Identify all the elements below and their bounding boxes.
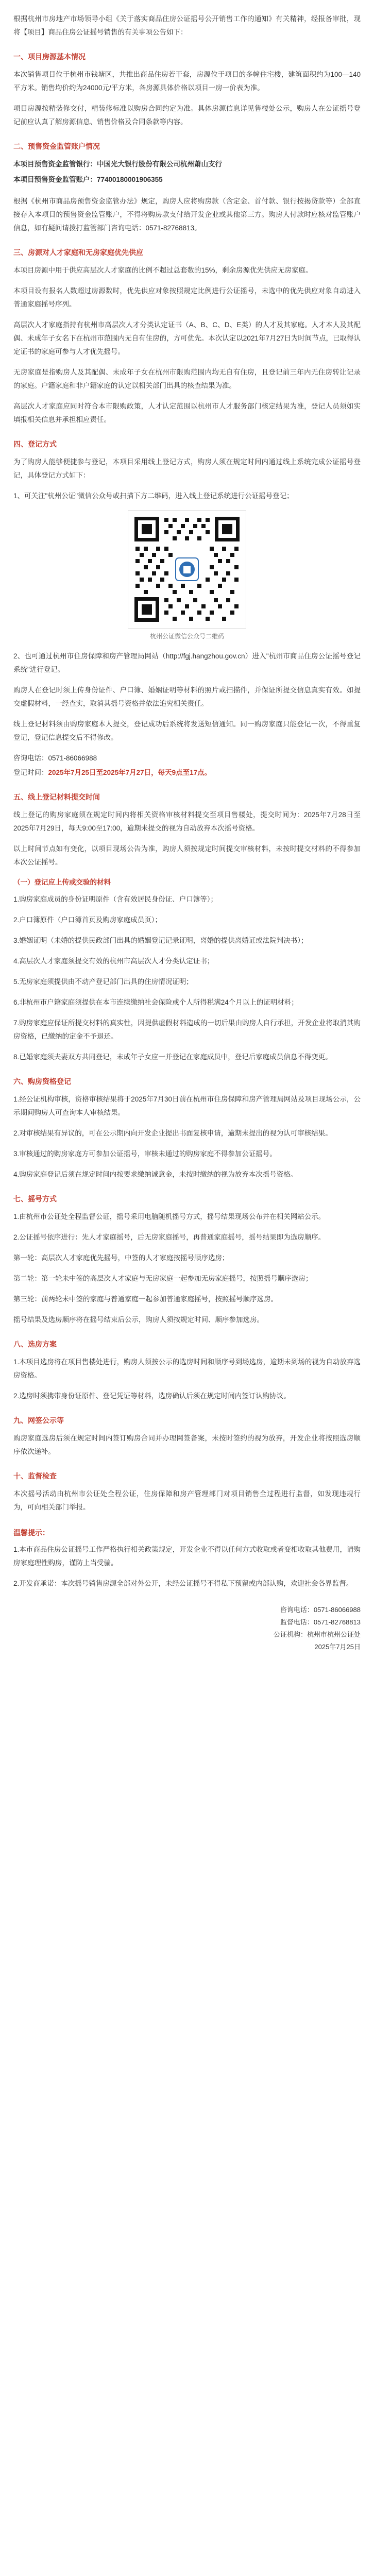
s9-paragraph-1: 购房家庭选房后须在规定时间内签订购房合同并办理网签备案，未按时签约的视为放弃，开发企业将按照选房顺序依次递补。 [13,1434,361,1455]
registration-time-value: 2025年7月25日至2025年7月27日，每天9点至17点。 [48,769,212,776]
qr-code-caption: 杭州公证微信公众号二维码 [149,633,224,640]
s3-paragraph-3: 高层次人才家庭指持有杭州市高层次人才分类认定证书（A、B、C、D、E类）的人才及其家庭。人才本人及其配偶、未成年子女名下在杭州市范围内无自有住房的，方可优先。本次认定以2021年7月27日为时间节点，已取得认定证书的家庭可参与人才优先摇号。 [13,321,361,355]
notice-paragraph-2: 2.开发商承诺：本次摇号销售房源全部对外公开，未经公证摇号不得私下预留或内部认购，欢迎社会各界监督。 [13,1580,353,1587]
registration-time-label: 登记时间： [13,769,48,776]
s6-paragraph-3: 3.审核通过的购房家庭方可参加公证摇号，审核未通过的购房家庭不得参加公证摇号。 [13,1150,277,1158]
s6-paragraph-4: 4.购房家庭登记后须在规定时间内按要求缴纳诚意金，未按时缴纳的视为放弃本次摇号资格。 [13,1171,298,1178]
s2-paragraph-1: 根据《杭州市商品房预售资金监管办法》规定，购房人应将购房款（含定金、首付款、银行按揭贷款等）全部直接存入本项目的预售资金监管账户，不得将购房款支付给开发企业或其他第三方。购房人付款时应核对监管账户信息，如有疑问请拨打监管部门咨询电话：0571-82768813。 [13,197,361,232]
s7-paragraph-6: 摇号结果及选房顺序将在摇号结束后公示，购房人须按规定时间、顺序参加选房。 [13,1316,264,1324]
section-1-title: 一、项目房源基本情况 [13,53,86,61]
s7-round-3: 第三轮：前两轮未中签的家庭与普通家庭一起参加普通家庭摇号，按照摇号顺序选房。 [13,1295,278,1303]
s5-item-7: 7.购房家庭应保证所提交材料的真实性，因提供虚假材料造成的一切后果由购房人自行承担，开发企业将取消其购房资格，已缴纳的定金不予退还。 [13,1019,361,1040]
s8-paragraph-2: 2.选房时须携带身份证原件、登记凭证等材料，选房确认后须在规定时间内签订认购协议。 [13,1392,291,1400]
section-4-title: 四、登记方式 [13,440,57,448]
section-3-title: 三、房源对人才家庭和无房家庭优先供应 [13,248,143,257]
s10-paragraph-1: 本次摇号活动由杭州市公证处全程公证，住房保障和房产管理部门对项目销售全过程进行监督，如发现违规行为，可向相关部门举报。 [13,1490,361,1511]
s1-paragraph-2: 项目房源按精装修交付，精装修标准以购房合同约定为准。具体房源信息详见售楼处公示，购房人在公证摇号登记前应认真了解房源信息、销售价格及合同条款等内容。 [13,105,361,126]
section-9-title: 九、网签公示等 [13,1416,64,1425]
section-6-title: 六、购房资格登记 [13,1077,71,1086]
s4-paragraph-2: 购房人在登记时须上传身份证件、户口簿、婚姻证明等材料的照片或扫描件，并保证所提交信息真实有效。如提交虚假材料，一经查实，取消其摇号资格并依法追究相关责任。 [13,686,361,707]
s6-paragraph-2: 2.对审核结果有异议的，可在公示期内向开发企业提出书面复核申请，逾期未提出的视为认可审核结果。 [13,1129,332,1137]
s3-paragraph-2: 本项目设有报名人数超过房源数时，优先供应对象按照规定比例进行公证摇号，未选中的优先供应对象自动进入普通家庭摇号序列。 [13,287,361,308]
s4-registration-time [13,766,361,779]
supervision-account: 本项目预售资金监管账户：77400180001906355 [13,176,163,183]
s4-step-1: 1、可关注"杭州公证"微信公众号或扫描下方二维码，进入线上登记系统进行公证摇号登记； [13,492,294,500]
section-2-title: 二、预售资金监管账户情况 [13,142,100,150]
s4-phone: 咨询电话：0571-86066988 [13,754,97,762]
s7-round-1: 第一轮：高层次人才家庭优先摇号，中签的人才家庭按摇号顺序选房； [13,1254,229,1262]
s3-paragraph-5: 高层次人才家庭应同时符合本市限购政策，人才认定范围以杭州市人才服务部门核定结果为准，登记人员须如实填报相关信息并承担相应责任。 [13,402,361,423]
sign-company: 公证机构：杭州市杭州公证处 [273,1631,361,1638]
notice-title: 温馨提示： [13,1529,49,1537]
s1-paragraph-1: 本次销售项目位于杭州市钱塘区，共推出商品住房若干套，房源位于项目的多幢住宅楼，建筑面积约为100—140平方米。销售均价约为24000元/平方米，各房源具体价格以项目一房一价表为准。 [13,71,361,92]
s5-item-1: 1.购房家庭成员的身份证明原件（含有效居民身份证、户口簿等）； [13,895,218,903]
section-8-title: 八、选房方案 [13,1340,57,1348]
section-5-title: 五、线上登记材料提交时间 [13,793,100,801]
s7-paragraph-1: 1.由杭州市公证处全程监督公证，摇号采用电脑随机摇号方式，摇号结果现场公布并在相关网站公示。 [13,1213,326,1221]
s5-item-2: 2.户口簿原件（户口簿首页及购房家庭成员页）； [13,916,162,924]
s4-paragraph-3: 线上登记材料须由购房家庭本人提交，登记成功后系统将发送短信通知。同一购房家庭只能登记一次，不得重复登记，登记信息提交后不得修改。 [13,720,361,741]
supervision-bank: 本项目预售资金监管银行：中国光大银行股份有限公司杭州萧山支行 [13,160,222,168]
s8-paragraph-1: 1.本项目选房将在项目售楼处进行，购房人须按公示的选房时间和顺序号到场选房，逾期未到场的视为自动放弃选房资格。 [13,1358,361,1379]
s5-paragraph-1: 线上登记的购房家庭须在规定时间内将相关资格审核材料提交至项目售楼处，提交时间为：2025年7月28日至2025年7月29日，每天9:00至17:00，逾期未提交的视为自动放弃本次摇号资格。 [13,811,361,832]
s6-paragraph-1: 1.经公证机构审核，资格审核结果将于2025年7月30日前在杭州市住房保障和房产管理局网站及项目现场公示，公示期间购房人可查询本人审核结果。 [13,1095,361,1116]
qr-code-image[interactable] [128,510,246,629]
s5-item-4: 4.高层次人才家庭须提交有效的杭州市高层次人才分类认定证书； [13,957,214,965]
section-7-title: 七、摇号方式 [13,1195,57,1203]
s4-paragraph-1: 为了购房人能够便捷参与登记，本项目采用线上登记方式，购房人须在规定时间内通过线上系统完成公证摇号登记，具体登记方式如下： [13,458,361,479]
s5-item-6: 6.非杭州市户籍家庭须提供在本市连续缴纳社会保险或个人所得税满24个月以上的证明材料； [13,998,298,1006]
s3-paragraph-4: 无房家庭是指购房人及其配偶、未成年子女在杭州市限购范围内均无自有住房，且登记前三年内无住房转让记录的家庭。户籍家庭和非户籍家庭的认定以相关部门出具的核查结果为准。 [13,368,361,389]
s3-paragraph-1: 本项目房源中用于供应高层次人才家庭的比例不超过总套数的15%，剩余房源优先供应无房家庭。 [13,266,313,274]
sign-phone: 咨询电话：0571-86066988 [280,1606,361,1614]
s5-subtitle: （一）登记应上传或交验的材料 [13,878,111,886]
s4-step-2: 2、也可通过杭州市住房保障和房产管理局网站（http://fgj.hangzhou.gov.cn）进入"杭州市商品住房公证摇号登记系统"进行登记。 [13,652,361,673]
s5-paragraph-2: 以上时间节点如有变化，以项目现场公告为准，购房人须按规定时间提交审核材料，未按时提交材料的不得参加本次公证摇号。 [13,845,361,866]
s5-item-8: 8.已婚家庭须夫妻双方共同登记，未成年子女应一并登记在家庭成员中，登记后家庭成员信息不得变更。 [13,1053,332,1061]
sign-date: 2025年7月25日 [314,1643,361,1651]
s5-item-5: 5.无房家庭须提供由不动产登记部门出具的住房情况证明； [13,978,193,986]
s7-round-2: 第二轮：第一轮未中签的高层次人才家庭与无房家庭一起参加无房家庭摇号，按照摇号顺序选房； [13,1275,313,1282]
intro-paragraph: 根据杭州市房地产市场领导小组《关于落实商品住房公证摇号公开销售工作的通知》有关精神，经报备审批，现将【项目】商品住房公证摇号销售的有关事项公告如下： [13,15,361,36]
s7-paragraph-2: 2.公证摇号依序进行：先人才家庭摇号，后无房家庭摇号，再普通家庭摇号，摇号结果即为选房顺序。 [13,1233,326,1241]
sign-supervision-phone: 监督电话：0571-82768813 [280,1618,361,1626]
notice-paragraph-1: 1.本市商品住房公证摇号工作严格执行相关政策规定，开发企业不得以任何方式收取或者变相收取其他费用，请购房家庭理性购房，谨防上当受骗。 [13,1546,361,1567]
s5-item-3: 3.婚姻证明（未婚的提供民政部门出具的婚姻登记记录证明，离婚的提供离婚证或法院判决书）； [13,937,308,944]
qr-code-block [13,510,361,640]
section-10-title: 十、监督检查 [13,1472,57,1480]
